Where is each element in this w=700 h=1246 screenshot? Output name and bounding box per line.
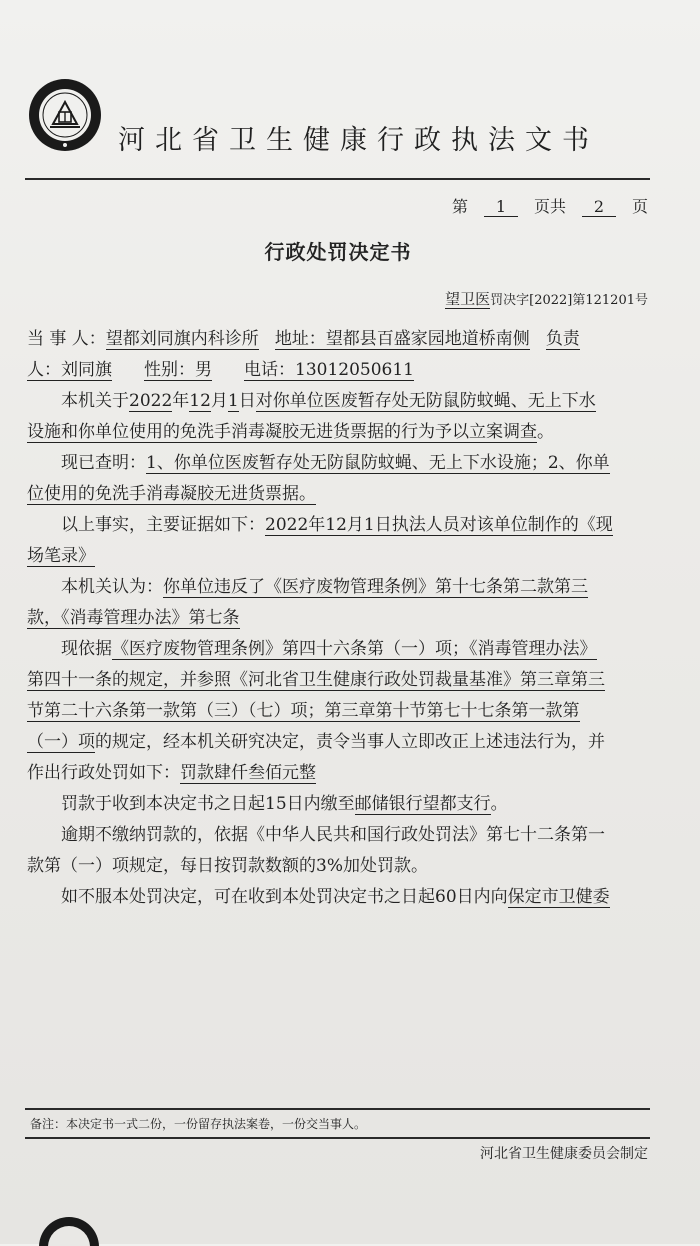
para-findings-line-2: 位使用的免洗手消毒凝胶无进货票据。 xyxy=(27,484,316,504)
para-evidence-line-1: 以上事实，主要证据如下：2022年12月1日执法人员对该单位制作的《现 xyxy=(61,515,613,535)
footer-divider-top xyxy=(25,1108,650,1110)
payment-bank: 邮储银行望都支行 xyxy=(354,794,491,814)
party-line-1: 当 事 人：望都刘同旗内科诊所 地址：望都县百盛家园地道桥南侧 负责 xyxy=(27,329,580,349)
appeal-authority: 保定市卫健委 xyxy=(507,887,610,907)
header-divider xyxy=(25,178,650,180)
party-line-2: 人：刘同旗 性别：男 电话：13012050611 xyxy=(27,360,414,380)
party-address: 望都县百盛家园地道桥南侧 xyxy=(325,329,530,349)
header-title: 河北省卫生健康行政执法文书 xyxy=(118,125,599,156)
document-body xyxy=(27,324,652,913)
para-basis-line-4: （一）项的规定，经本机关研究决定，责令当事人立即改正上述违法行为，并 xyxy=(27,732,605,752)
page-indicator: 第 1 页共 2 页 xyxy=(451,197,648,216)
current-page: 1 xyxy=(484,197,518,217)
footer-divider-bottom xyxy=(25,1137,650,1139)
document-title: 行政处罚决定书 xyxy=(264,240,412,264)
document-number: 望卫医罚决字[2022]第121201号 xyxy=(445,290,648,308)
party-name: 望都刘同旗内科诊所 xyxy=(105,329,259,349)
para-basis-line-1: 现依据《医疗废物管理条例》第四十六条第（一）项；《消毒管理办法》 xyxy=(61,639,597,659)
total-pages: 2 xyxy=(582,197,616,217)
para-findings-line-1: 现已查明：1、你单位医废暂存处无防鼠防蚊蝇、无上下水设施；2、你单 xyxy=(61,453,610,473)
para-case-line-1: 本机关于2022年12月1日对你单位医废暂存处无防鼠防蚊蝇、无上下水 xyxy=(61,391,596,411)
party-person: 刘同旗 xyxy=(61,360,112,380)
para-basis-line-2: 第四十一条的规定，并参照《河北省卫生健康行政处罚裁量基准》第三章第三 xyxy=(27,670,605,690)
para-payment-line: 罚款于收到本决定书之日起15日内缴至邮储银行望都支行。 xyxy=(61,794,508,814)
para-opinion-line-1: 本机关认为：你单位违反了《医疗废物管理条例》第十七条第二款第三 xyxy=(61,577,588,597)
penalty-amount: 罚款肆仟叁佰元整 xyxy=(180,763,316,783)
footer-maker: 河北省卫生健康委员会制定 xyxy=(480,1146,648,1162)
para-case-line-2: 设施和你单位使用的免洗手消毒凝胶无进货票据的行为予以立案调查。 xyxy=(27,422,554,442)
para-basis-line-5: 作出行政处罚如下：罚款肆仟叁佰元整 xyxy=(27,763,316,783)
footer-note: 备注：本决定书一式二份，一份留存执法案卷，一份交当事人。 xyxy=(30,1117,367,1131)
health-inspection-emblem-icon xyxy=(38,1216,100,1246)
party-phone: 13012050611 xyxy=(295,360,414,380)
health-inspection-emblem-icon xyxy=(28,78,102,152)
party-gender: 男 xyxy=(195,360,212,380)
para-overdue-line-1: 逾期不缴纳罚款的，依据《中华人民共和国行政处罚法》第七十二条第一 xyxy=(61,825,605,845)
para-basis-line-3: 节第二十六条第一款第（三）（七）项；第三章第十节第七十七条第一款第 xyxy=(27,701,580,721)
para-appeal-line: 如不服本处罚决定，可在收到本处罚决定书之日起60日内向保定市卫健委 xyxy=(61,887,610,907)
para-evidence-line-2: 场笔录》 xyxy=(27,546,95,566)
para-opinion-line-2: 款，《消毒管理办法》第七条 xyxy=(27,608,240,628)
para-overdue-line-2: 款第（一）项规定，每日按罚款数额的3%加处罚款。 xyxy=(27,856,428,876)
